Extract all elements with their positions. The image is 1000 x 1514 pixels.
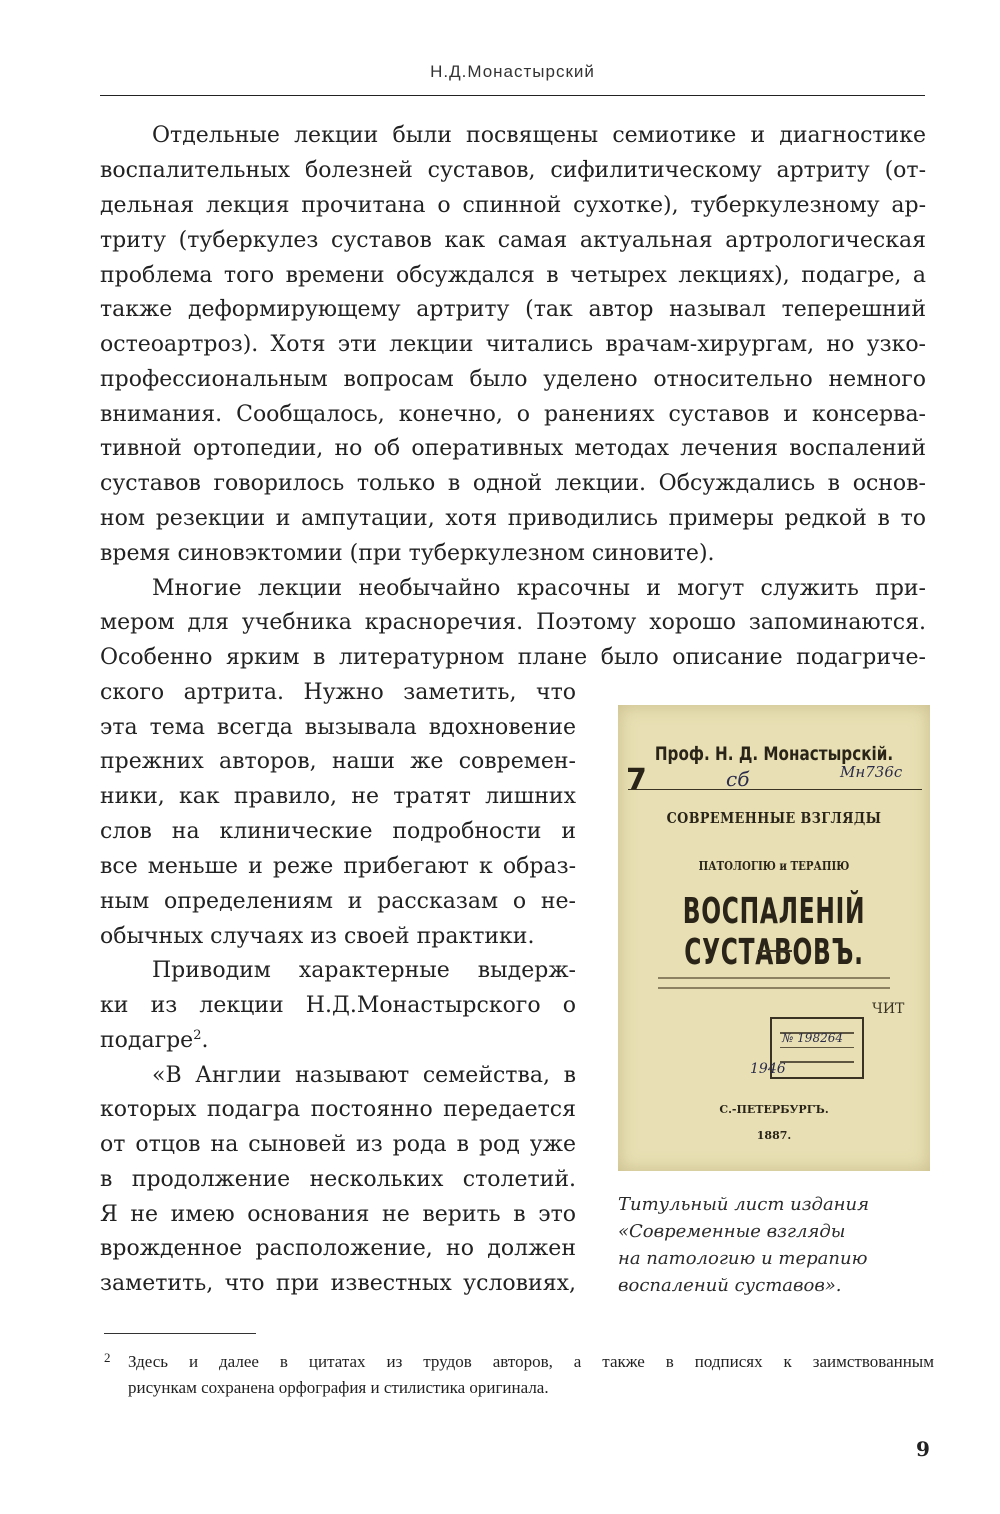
footnote-ref[interactable]: 2 (193, 1028, 202, 1043)
title-page-image (618, 705, 930, 1171)
body-line: ки из лекции Н.Д.Монастырского о (100, 993, 576, 1018)
body-line: профессиональным вопросам было уделено относительно немного (100, 367, 926, 392)
title-page-title-3: ВОСПАЛЕНІЙ СУСТАВОВЪ. (682, 891, 866, 973)
footnote-line: Здесь и далее в цитатах из трудов авторов, а также в подписях к заимствованным (128, 1352, 934, 1371)
body-line: прежних авторов, наши же современ- (100, 749, 576, 774)
title-page-title-1: СОВРЕМЕННЫЕ ВЗГЛЯДЫ (666, 809, 882, 827)
body-line: эта тема всегда вызывала вдохновение (100, 715, 576, 740)
body-line: тивной ортопедии, но об оперативных методах лечения воспалений (100, 436, 926, 461)
body-line: ники, как правило, не тратят лишних (100, 784, 576, 809)
handwritten-mark: Мн736с (840, 763, 903, 781)
body-line: дельная лекция прочитана о спинной сухотке), туберкулезному ар- (100, 193, 926, 218)
body-line: также деформирующему артриту (так автор называл теперешний (100, 297, 926, 322)
handwritten-mark: 1946 (750, 1061, 786, 1077)
footnote-mark: 2 (104, 1350, 111, 1365)
body-line: заметить, что при известных условиях, (100, 1271, 576, 1296)
figure-caption-line: на патологию и терапию (618, 1248, 868, 1269)
body-line: ным определениям и рассказам о не- (100, 889, 576, 914)
header-rule (100, 95, 925, 96)
title-page-rule (628, 789, 922, 790)
figure-caption-line: «Современные взгляды (618, 1221, 846, 1242)
body-line: суставов говорилось только в одной лекции. Обсуждались в основ- (100, 471, 926, 496)
body-line: «В Англии называют семейства, в (152, 1063, 576, 1088)
body-line: Я не имею основания не верить в это (100, 1202, 576, 1227)
title-page-city: С.-ПЕТЕРБУРГЪ. (719, 1103, 829, 1116)
handwritten-mark: сб (726, 767, 750, 791)
title-page-ornament (758, 950, 792, 952)
body-line: слов на клинические подробности и (100, 819, 576, 844)
title-page-author: Проф. Н. Д. Монастырскій. (654, 743, 894, 765)
body-line: все меньше и реже прибегают к образ- (100, 854, 576, 879)
figure-caption-line: Титульный лист издания (618, 1194, 870, 1215)
body-line: ном резекции и ампутации, хотя приводились примеры редкой в то (100, 506, 926, 531)
title-page-subtitle-line (658, 977, 890, 979)
title-page-title-2: ПАТОЛОГІЮ и ТЕРАПІЮ (698, 859, 850, 873)
running-header: Н.Д.Монастырский (430, 62, 595, 81)
shelf-number: 7 (626, 763, 647, 798)
body-line: Многие лекции необычайно красочны и могут служить при- (152, 576, 926, 601)
body-line: подагре$^2$. (100, 1028, 209, 1053)
body-line: Приводим характерные выдерж- (152, 958, 576, 983)
body-line: Особенно ярким в литературном плане было описание подагриче- (100, 645, 926, 670)
body-line: врожденное расположение, но должен (100, 1236, 576, 1261)
body-line-text: подагре (100, 1028, 194, 1053)
body-line: воспалительных болезней суставов, сифилитическому артриту (от- (100, 158, 926, 183)
figure-caption-line: воспалений суставов». (618, 1275, 842, 1296)
title-page-year: 1887. (756, 1129, 792, 1142)
title-page-subtitle-line (658, 987, 890, 989)
body-line: в продолжение нескольких столетий. (100, 1167, 576, 1192)
body-line: триту (туберкулез суставов как самая актуальная артрологическая (100, 228, 926, 253)
body-line: от отцов на сыновей из рода в род уже (100, 1132, 576, 1157)
stamp-number: № 198264 (782, 1031, 843, 1045)
body-line: обычных случаях из своей практики. (100, 924, 535, 949)
body-line: внимания. Сообщалось, конечно, о ранениях суставов и консерва- (100, 402, 926, 427)
footnote-rule (104, 1333, 256, 1334)
stamp-mark: ЧИТ (872, 1001, 905, 1017)
body-line: которых подагра постоянно передается (100, 1097, 576, 1122)
footnote-line: рисункам сохранена орфография и стилистика оригинала. (128, 1378, 549, 1397)
body-line: ского артрита. Нужно заметить, что (100, 680, 576, 705)
body-line: проблема того времени обсуждался в четырех лекциях), подагре, а (100, 263, 926, 288)
body-line: мером для учебника красноречия. Поэтому хорошо запоминаются. (100, 610, 926, 635)
page-number: 9 (916, 1437, 930, 1461)
body-line: Отдельные лекции были посвящены семиотике и диагностике (152, 123, 926, 148)
body-line: время синовэктомии (при туберкулезном синовите). (100, 541, 715, 566)
body-line: остеоартроз). Хотя эти лекции читались врачам-хирургам, но узко- (100, 332, 926, 357)
